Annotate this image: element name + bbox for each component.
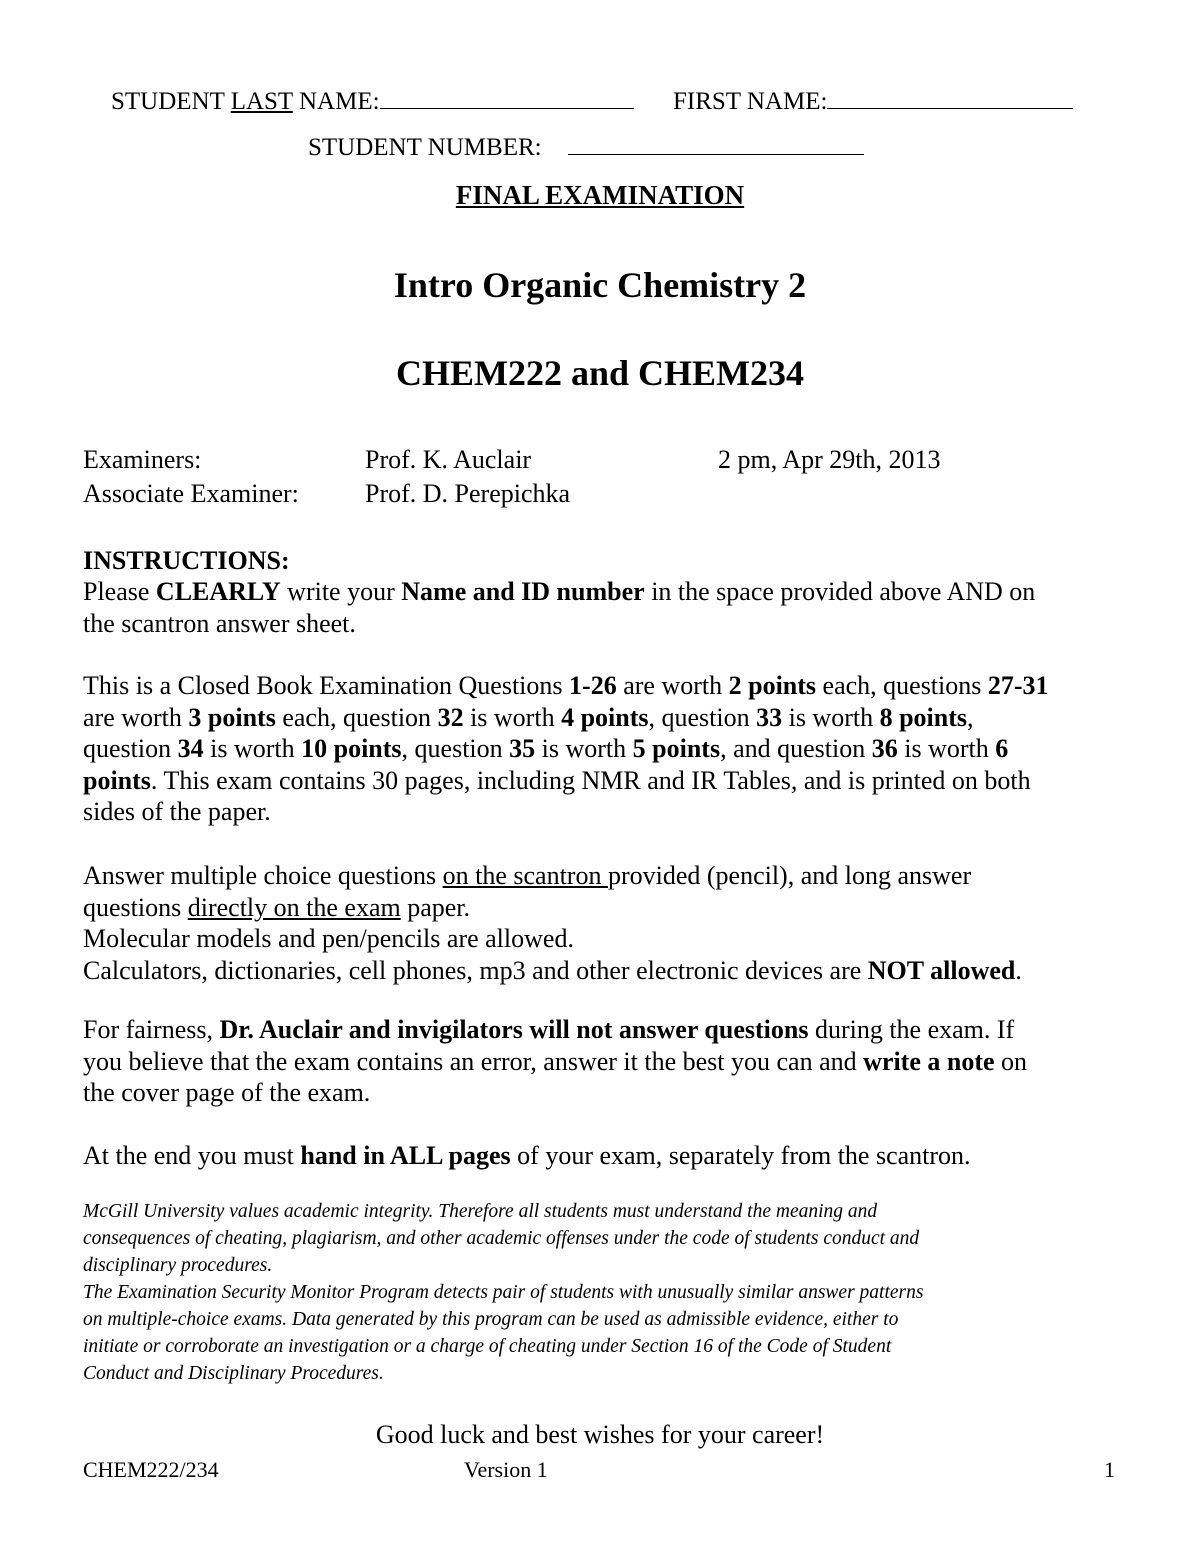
instructions-paragraph-answers: [83, 860, 1123, 986]
associate-examiner-label: Associate Examiner:: [83, 479, 299, 508]
instructions-paragraph-fairness: [83, 1014, 1123, 1109]
text-line: At the end you must hand in ALL pages of your exam, separately from the scantron.: [83, 1141, 971, 1170]
text-line: For fairness, Dr. Auclair and invigilators will not answer questions during the exam. If: [83, 1015, 1015, 1044]
text-line: the scantron answer sheet.: [83, 608, 356, 638]
text-line: Please CLEARLY write your Name and ID number in the space provided above AND on: [83, 577, 1036, 606]
text-line: McGill University values academic integrity. Therefore all students must understand the meaning and: [83, 1201, 878, 1222]
text-line: Answer multiple choice questions on the scantron provided (pencil), and long answer: [83, 861, 972, 890]
text-line: Calculators, dictionaries, cell phones, mp3 and other electronic devices are NOT allowed.: [83, 955, 1022, 985]
student-number-label: STUDENT NUMBER:: [308, 134, 542, 161]
text-line: Molecular models and pen/pencils are allowed.: [83, 924, 574, 953]
course-name-title: Intro Organic Chemistry 2: [393, 265, 807, 305]
text-line: on multiple-choice exams. Data generated by this program can be used as admissible evidence, either to: [83, 1309, 899, 1330]
text-line: questions directly on the exam paper.: [83, 892, 471, 922]
text-line: are worth 3 points each, question 32 is worth 4 points, question 33 is worth 8 points,: [83, 702, 974, 732]
text-line: consequences of cheating, plagiarism, and other academic offenses under the code of students conduct and: [83, 1228, 920, 1249]
text-line: you believe that the exam contains an error, answer it the best you can and write a note on: [83, 1046, 1028, 1076]
text-line: disciplinary procedures.: [83, 1255, 273, 1276]
footer-course-code: CHEM222/234: [83, 1457, 219, 1482]
text-line: Conduct and Disciplinary Procedures.: [83, 1363, 384, 1384]
text-line: initiate or corroborate an investigation or a charge of cheating under Section 16 of the Code of Student: [83, 1336, 892, 1357]
text-line: sides of the paper.: [83, 797, 271, 826]
student-last-name-field[interactable]: [111, 86, 634, 117]
text-line: This is a Closed Book Examination Questions 1-26 are worth 2 points each, questions 27-31: [83, 671, 1049, 700]
examiners-label: Examiners:: [83, 445, 202, 474]
last-name-blank[interactable]: [380, 86, 634, 109]
first-name-blank[interactable]: [827, 86, 1073, 109]
footer-version: Version 1: [464, 1457, 548, 1482]
academic-integrity-notice: [83, 1198, 1123, 1387]
student-first-name-field[interactable]: [673, 86, 1073, 117]
text-line: question 34 is worth 10 points, question 35 is worth 5 points, and question 36 is worth 6: [83, 734, 1009, 763]
last-name-label: STUDENT LAST NAME:: [111, 88, 380, 115]
student-number-field[interactable]: [308, 132, 864, 163]
instructions-paragraph-points: [83, 670, 1123, 828]
exam-date-time: 2 pm, Apr 29th, 2013: [718, 445, 941, 474]
closing-message: Good luck and best wishes for your career!: [375, 1420, 825, 1449]
associate-examiner-name: Prof. D. Perepichka: [365, 479, 571, 508]
instructions-paragraph-name-id: [83, 576, 1123, 639]
text-line: The Examination Security Monitor Program detects pair of students with unusually similar answer patterns: [83, 1282, 924, 1303]
text-line: points. This exam contains 30 pages, including NMR and IR Tables, and is printed on both: [83, 765, 1031, 795]
course-codes-title: CHEM222 and CHEM234: [395, 353, 805, 393]
examiner-name: Prof. K. Auclair: [365, 445, 532, 474]
student-number-blank[interactable]: [568, 132, 864, 155]
first-name-label: FIRST NAME:: [673, 88, 828, 115]
instructions-heading: INSTRUCTIONS:: [83, 546, 290, 575]
footer-page-number: 1: [1104, 1457, 1115, 1482]
exam-type-title: FINAL EXAMINATION: [455, 180, 745, 210]
instructions-paragraph-hand-in: [83, 1140, 1123, 1172]
text-line: the cover page of the exam.: [83, 1078, 371, 1107]
